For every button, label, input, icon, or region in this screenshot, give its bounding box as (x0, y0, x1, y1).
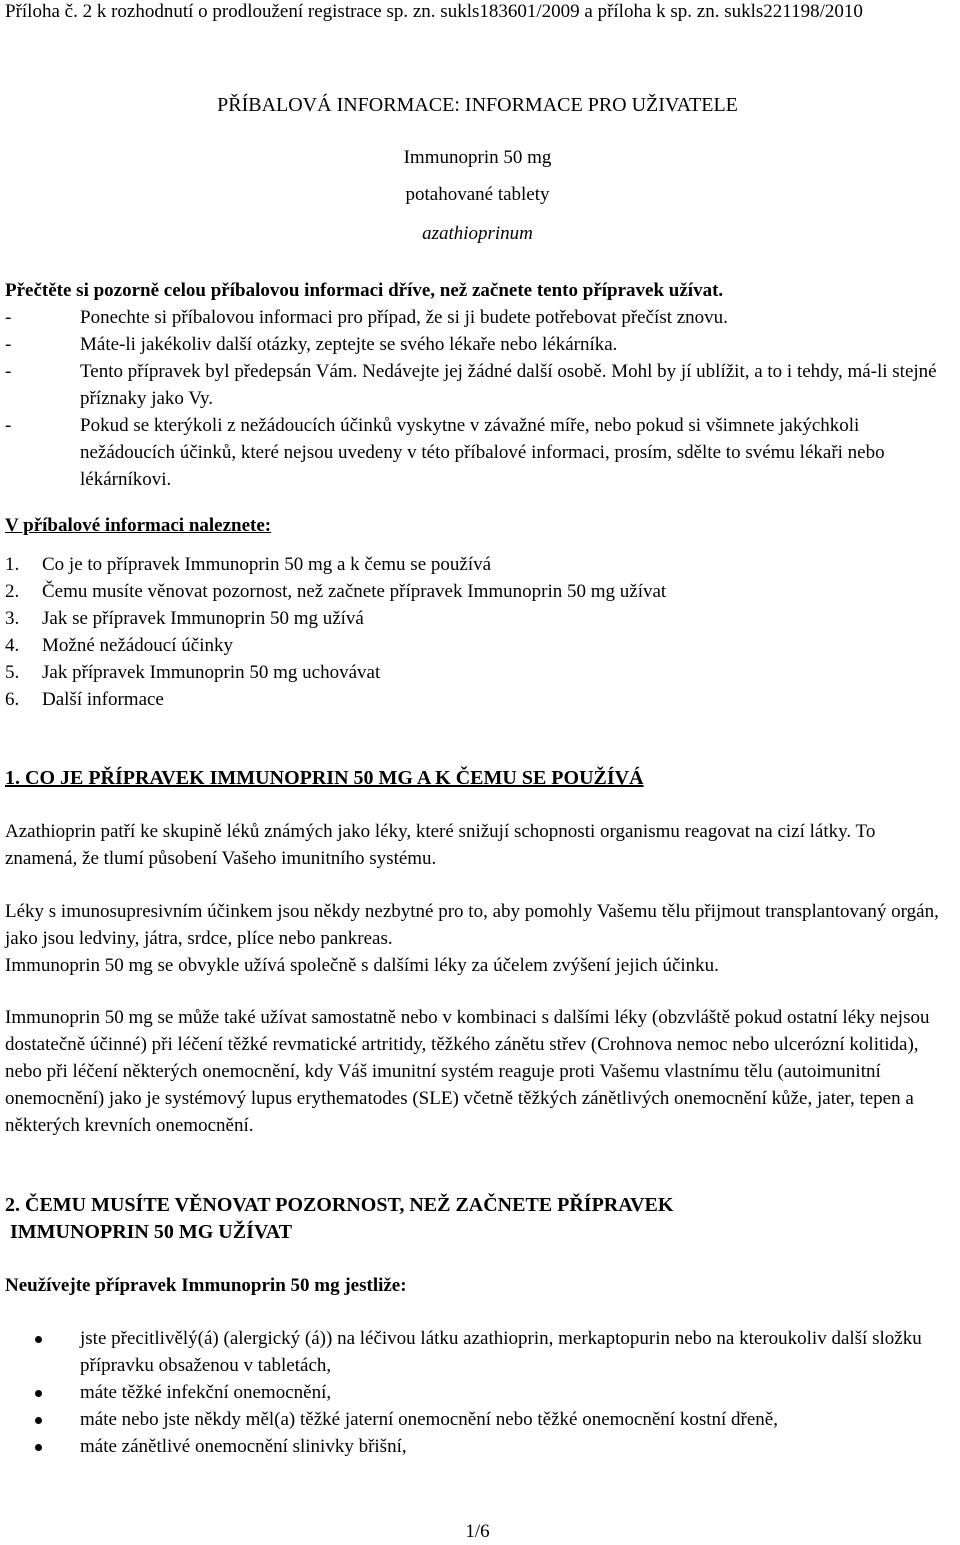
contents-number: 3. (5, 608, 20, 629)
list-item (5, 331, 950, 358)
contents-item-text: Možné nežádoucí účinky (42, 635, 233, 656)
list-item-text: Máte-li jakékoliv další otázky, zeptejte se svého lékaře nebo lékárníka. (80, 334, 618, 355)
contents-list (5, 551, 666, 713)
list-item (5, 1433, 950, 1460)
list-item-text: Tento přípravek byl předepsán Vám. Nedávejte jej žádné další osobě. Mohl by jí ublížit, a to i tehdy, má-li stejné příznaky jako Vy. (80, 361, 937, 409)
list-item (5, 1325, 950, 1379)
active-substance: azathioprinum (422, 223, 533, 244)
contents-item-text: Čemu musíte věnovat pozornost, než začnete přípravek Immunoprin 50 mg užívat (42, 581, 667, 602)
dash-marker: - (5, 361, 12, 382)
contents-item (5, 632, 666, 659)
section-1-paragraph-2 (5, 898, 950, 979)
registration-reference: Příloha č. 2 k rozhodnutí o prodloužení registrace sp. zn. sukls183601/2009 a příloha k sp. zn. sukls221198/2010 (5, 1, 863, 22)
contents-number: 5. (5, 662, 20, 683)
dash-marker: - (5, 307, 12, 328)
list-item-text: jste přecitlivělý(á) (alergický (á)) na léčivou látku azathioprin, merkaptopurin nebo na kteroukoliv další složku přípravku obsaženou v tabletách, (80, 1328, 922, 1376)
paragraph-2-text-b: Immunoprin 50 mg se obvykle užívá společně s dalšími léky za účelem zvýšení jejich účinku. (5, 955, 719, 976)
contents-item (5, 686, 666, 713)
contents-number: 6. (5, 689, 20, 710)
contraindications-list (5, 1325, 950, 1460)
list-item (5, 412, 950, 493)
contents-item-text: Další informace (42, 689, 164, 710)
section-2-heading-line-1: 2. ČEMU MUSÍTE VĚNOVAT POZORNOST, NEŽ ZAČNETE PŘÍPRAVEK (5, 1194, 674, 1216)
contents-number: 2. (5, 581, 20, 602)
contents-heading: V příbalové informaci naleznete: (5, 515, 272, 536)
dash-marker: - (5, 415, 12, 436)
contents-number: 4. (5, 635, 20, 656)
page-title: PŘÍBALOVÁ INFORMACE: INFORMACE PRO UŽIVATELE (217, 94, 738, 116)
dosage-form: potahované tablety (405, 184, 550, 205)
read-warning: Přečtěte si pozorně celou příbalovou informaci dříve, než začnete tento přípravek užívat. (5, 280, 724, 301)
list-item-text: máte nebo jste někdy měl(a) těžké jaterní onemocnění nebo těžké onemocnění kostní dřeně, (80, 1409, 778, 1430)
list-item-text: máte zánětlivé onemocnění slinivky břišní, (80, 1436, 407, 1457)
dash-marker: - (5, 334, 12, 355)
list-item (5, 1379, 950, 1406)
bullet-icon (35, 1336, 42, 1343)
contents-item (5, 605, 666, 632)
section-1-paragraph-3: Immunoprin 50 mg se může také užívat samostatně nebo v kombinaci s dalšími léky (obzvláště pokud ostatní léky nejsou dostatečně účinné) při léčení těžké revmatické artritidy, těžkého zánětu střev (Crohnova nemoc nebo ulcerózní kolitida), nebo při léčení některých onemocnění, kdy Váš imunitní systém reaguje proti Vašemu vlastnímu tělu (autoimunitní onemocnění) jako je systémový lupus erythematodes (SLE) včetně těžkých zánětlivých onemocnění kůže, jater, tepen a některých krevních onemocnění. (5, 1007, 930, 1136)
list-item (5, 1406, 950, 1433)
product-name: Immunoprin 50 mg (403, 147, 552, 168)
contents-item-text: Jak se přípravek Immunoprin 50 mg užívá (42, 608, 364, 629)
list-item (5, 304, 950, 331)
paragraph-2-text-a: Léky s imunosupresivním účinkem jsou někdy nezbytné pro to, aby pomohly Vašemu tělu přijmout transplantovaný orgán, jako jsou ledviny, játra, srdce, plíce nebo pankreas. (5, 901, 939, 949)
contents-item (5, 659, 666, 686)
section-1-heading: 1. CO JE PŘÍPRAVEK IMMUNOPRIN 50 MG A K ČEMU SE POUŽÍVÁ (5, 767, 644, 789)
section-1-paragraph-1: Azathioprin patří ke skupině léků známých jako léky, které snižují schopnosti organismu reagovat na cizí látky. To znamená, že tlumí působení Vašeho imunitního systému. (5, 821, 876, 869)
contents-item (5, 551, 666, 578)
contents-item-text: Jak přípravek Immunoprin 50 mg uchovávat (42, 662, 381, 683)
contents-number: 1. (5, 554, 20, 575)
section-2-heading-line-2: IMMUNOPRIN 50 MG UŽÍVAT (10, 1221, 293, 1243)
list-item-text: Pokud se kterýkoli z nežádoucích účinků vyskytne v závažné míře, nebo pokud si všimnete jakýchkoli nežádoucích účinků, které nejsou uvedeny v této příbalové informaci, prosím, sdělte to svému lékaři nebo lékárníkovi. (80, 415, 885, 490)
intro-list (5, 304, 950, 493)
page-number: 1/6 (465, 1521, 490, 1542)
list-item (5, 358, 950, 412)
list-item-text: Ponechte si příbalovou informaci pro případ, že si ji budete potřebovat přečíst znovu. (80, 307, 728, 328)
section-2-heading (5, 1192, 673, 1246)
contraindications-heading: Neužívejte přípravek Immunoprin 50 mg jestliže: (5, 1275, 407, 1296)
bullet-icon (35, 1417, 42, 1424)
bullet-icon (35, 1390, 42, 1397)
contents-item (5, 578, 666, 605)
bullet-icon (35, 1444, 42, 1451)
list-item-text: máte těžké infekční onemocnění, (80, 1382, 332, 1403)
contents-item-text: Co je to přípravek Immunoprin 50 mg a k čemu se používá (42, 554, 492, 575)
